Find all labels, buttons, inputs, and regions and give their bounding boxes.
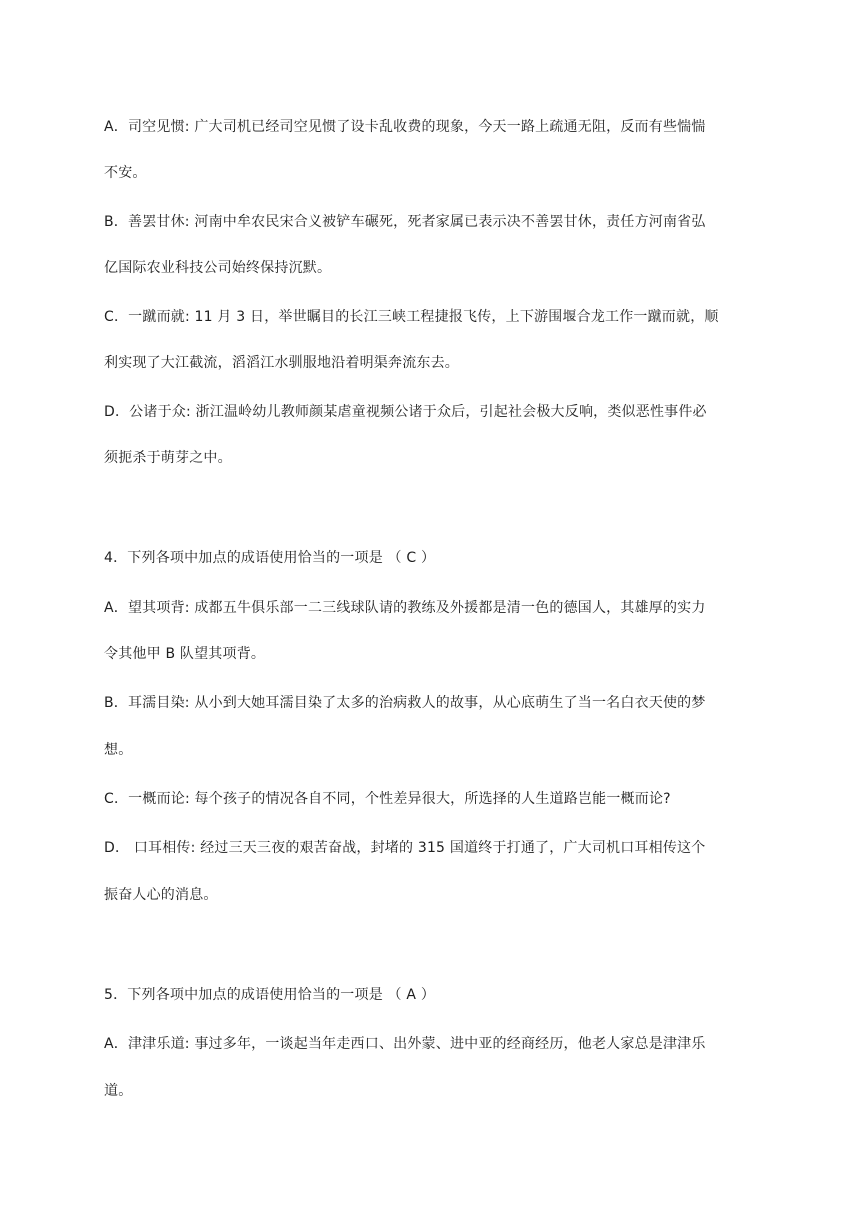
question-4-stem: 4．下列各项中加点的成语使用恰当的一项是 （ C ）	[104, 550, 436, 566]
q4-option-b-line-2: 想。	[104, 742, 133, 758]
option-d-line-1: D．公诸于众: 浙江温岭幼儿教师颜某虐童视频公诸于众后，引起社会极大反响，类似恶性事件必	[104, 404, 707, 420]
option-d-line-2: 须扼杀于萌芽之中。	[104, 450, 232, 466]
q4-option-c-line-1: C．一概而论: 每个孩子的情况各自不同，个性差异很大，所选择的人生道路岂能一概而论?	[104, 791, 671, 807]
option-c-line-1: C．一蹴而就: 11 月 3 日，举世瞩目的长江三峡工程捷报飞传，上下游围堰合龙工作一蹴而就，顺	[104, 309, 719, 325]
question-5-stem: 5．下列各项中加点的成语使用恰当的一项是 （ A ）	[104, 987, 436, 1003]
q4-option-d-line-1: D． 口耳相传: 经过三天三夜的艰苦奋战，封堵的 315 国道终于打通了，广大司机口耳相传这个	[104, 840, 706, 856]
option-b-line-1: B．善罢甘休: 河南中牟农民宋合义被铲车碾死，死者家属已表示决不善罢甘休，责任方河南省弘	[104, 214, 706, 230]
q4-option-b-line-1: B．耳濡目染: 从小到大她耳濡目染了太多的治病救人的故事，从心底萌生了当一名白衣天使的梦	[104, 695, 706, 711]
q5-option-a-line-1: A．津津乐道: 事过多年，一谈起当年走西口、出外蒙、进中亚的经商经历，他老人家总是津津乐	[104, 1036, 706, 1052]
q4-option-a-line-2: 令其他甲 B 队望其项背。	[104, 646, 266, 662]
q4-option-d-line-2: 振奋人心的消息。	[104, 887, 218, 903]
option-a-line-1: A．司空见惯: 广大司机已经司空见惯了设卡乱收费的现象，今天一路上疏通无阻，反而有些惴惴	[104, 119, 706, 135]
option-c-line-2: 利实现了大江截流，滔滔江水驯服地沿着明渠奔流东去。	[104, 355, 459, 371]
q5-option-a-line-2: 道。	[104, 1083, 133, 1099]
option-a-line-2: 不安。	[104, 165, 147, 181]
q4-option-a-line-1: A．望其项背: 成都五牛俱乐部一二三线球队请的教练及外援都是清一色的德国人，其雄厚的实力	[104, 600, 706, 616]
option-b-line-2: 亿国际农业科技公司始终保持沉默。	[104, 260, 332, 276]
